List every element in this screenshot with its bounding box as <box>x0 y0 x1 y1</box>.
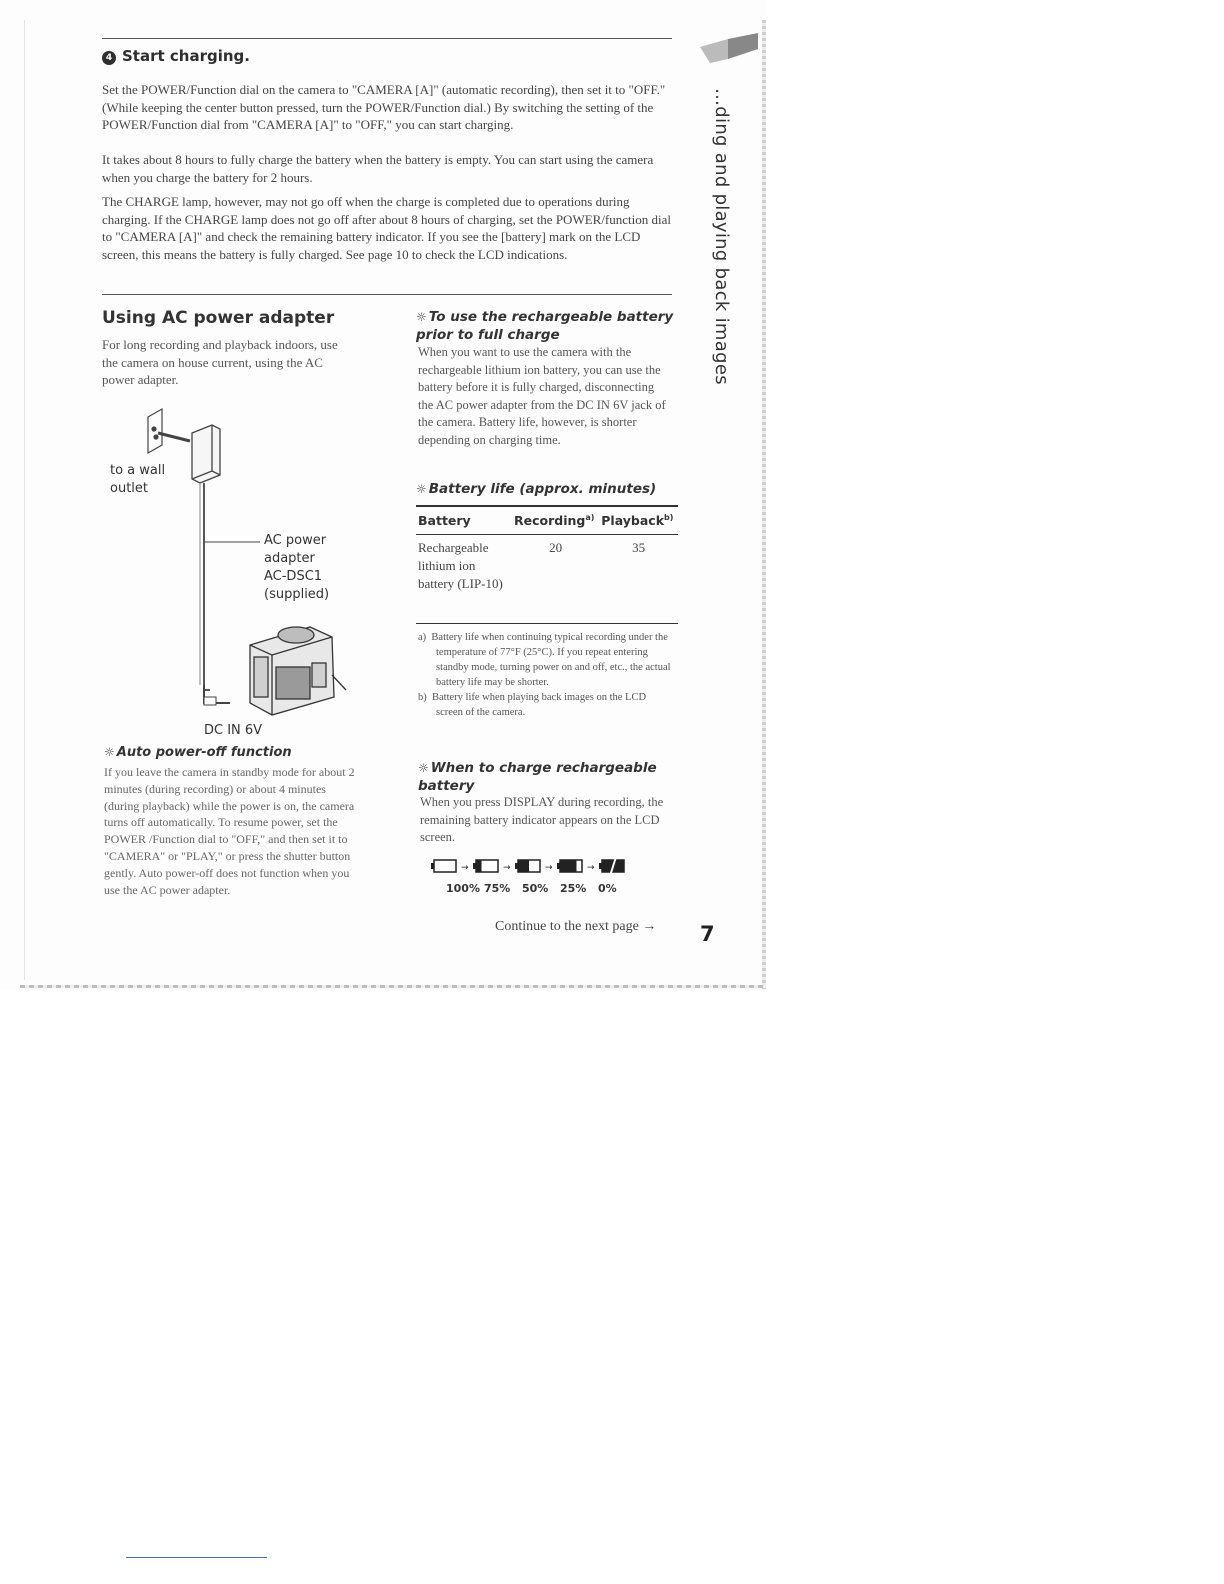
step-heading <box>102 47 250 65</box>
dc-cable <box>204 483 210 690</box>
battery-level-icon <box>557 860 582 872</box>
charging-paragraph-1: Set the POWER/Function dial on the camera to "CAMERA [A]" (automatic recording), then set it to "OFF." (While keeping the center button pressed, turn the POWER/Function dial.) By switching the setting of the POWER/Function dial from "CAMERA [A]" to "OFF," you can start charging. <box>102 82 666 132</box>
header-playback: Playback$^{b)}$ <box>599 506 678 535</box>
page-edge <box>762 20 766 990</box>
arrow-right-icon: → <box>587 863 595 873</box>
arrow-right-icon: → <box>545 863 553 873</box>
lightbulb-icon: ☼ <box>416 482 427 496</box>
percent-label: 0% <box>598 882 617 895</box>
battery-life-heading: ☼ Battery life (approx. minutes) <box>416 481 657 497</box>
auto-power-off-paragraph: If you leave the camera in standby mode for about 2 minutes (during recording) or about 4 minutes (during playback) while the power is on, the camera turns off automatically. To resume power, set the POWER /Function dial to "OFF," and then set it to "CAMERA" or "PLAY," or press the shutter button gently. Auto power-off does not function when you use the AC power adapter. <box>104 765 355 897</box>
circled-number-icon: 4 <box>102 51 116 65</box>
camera-icon <box>250 627 334 715</box>
auto-power-off-heading: ☼ Auto power-off function <box>104 745 292 760</box>
section-tab-marker <box>700 33 758 68</box>
lightbulb-icon: ☼ <box>416 310 427 324</box>
underline-mark <box>126 1557 267 1558</box>
section-rule <box>102 294 672 295</box>
cell-playback: 35 <box>599 535 678 624</box>
battery-percent-labels <box>446 882 646 895</box>
arrow-right-icon: → <box>503 863 511 873</box>
cell-recording: 20 <box>512 535 599 624</box>
footnote-b: b) Battery life when playing back images on the LCD screen of the camera. <box>418 692 647 718</box>
charging-paragraph-3: The CHARGE lamp, however, may not go off when the charge is completed due to operations during charging. If the CHARGE lamp does not go off after about 8 hours of charging, set the POWER/function dial to "CAMERA [A]" and check the remaining battery indicator. If you see the [battery] mark on the LCD screen, this means the battery is fully charged. See page 10 to check the LCD indications. <box>102 194 671 262</box>
rechargeable-tip-heading: ☼ To use the rechargeable battery prior to full charge <box>416 309 674 343</box>
scan-border <box>24 20 25 980</box>
step-title: Start charging. <box>122 47 250 65</box>
header-battery: Battery <box>416 506 512 535</box>
wall-outlet-icon <box>148 409 162 453</box>
when-to-charge-heading: ☼ When to charge rechargeable battery <box>418 760 657 794</box>
footnote-a: a) Battery life when continuing typical recording under the temperature of 77°F (25°C). If you repeat entering standby mode, turning power on and off, etc., the actual battery life may be shorter. <box>418 632 671 688</box>
dc-in-label: DC IN 6V <box>204 723 263 738</box>
ac-adapter-paragraph: For long recording and playback indoors, use the camera on house current, using the AC power adapter. <box>102 337 338 387</box>
battery-indicator-sequence <box>430 856 640 878</box>
when-to-charge-paragraph: When you press DISPLAY during recording, the remaining battery indicator appears on the LCD screen. <box>420 795 664 844</box>
header-recording: Recording$^{a)}$ <box>512 506 599 535</box>
cell-battery: Rechargeable lithium ion battery (LIP-10) <box>416 535 512 624</box>
ac-adapter-heading: Using AC power adapter <box>102 308 335 328</box>
battery-level-icon <box>431 860 456 872</box>
percent-label: 25% <box>560 882 587 895</box>
page-number: 7 <box>700 922 715 946</box>
percent-label: 75% <box>484 882 511 895</box>
percent-label: 100% <box>446 882 480 895</box>
page-bottom-edge <box>20 985 766 988</box>
percent-label: 50% <box>522 882 549 895</box>
table-header-row <box>416 506 678 535</box>
table-row <box>416 535 678 624</box>
arrow-right-icon: → <box>642 919 657 934</box>
continue-next-page: Continue to the next page → <box>495 919 657 934</box>
battery-level-icon <box>599 857 624 876</box>
adapter-label: AC power adapter AC-DSC1 (supplied) <box>264 533 330 602</box>
rechargeable-tip-paragraph: When you want to use the camera with the rechargeable lithium ion battery, you can use the battery before it is fully charged, disconnecting the AC power adapter from the DC IN 6V jack of the camera. Battery life, however, is shorter depending on charging time. <box>418 345 666 447</box>
arrow-right-icon: → <box>461 863 469 873</box>
footnotes <box>418 630 674 720</box>
battery-life-table <box>416 505 678 624</box>
battery-level-icon <box>473 860 498 872</box>
lightbulb-icon: ☼ <box>418 761 429 775</box>
battery-level-icon <box>515 860 540 872</box>
charging-paragraph-2: It takes about 8 hours to fully charge the battery when the battery is empty. You can start using the camera when you charge the battery for 2 hours. <box>102 152 654 185</box>
wall-outlet-label: to a wall outlet <box>110 463 166 496</box>
top-rule <box>102 38 672 39</box>
lightbulb-icon: ☼ <box>104 745 115 759</box>
section-side-tab: …ding and playing back images <box>711 88 732 385</box>
power-adapter-icon <box>192 425 220 483</box>
plug-cable <box>158 433 190 441</box>
